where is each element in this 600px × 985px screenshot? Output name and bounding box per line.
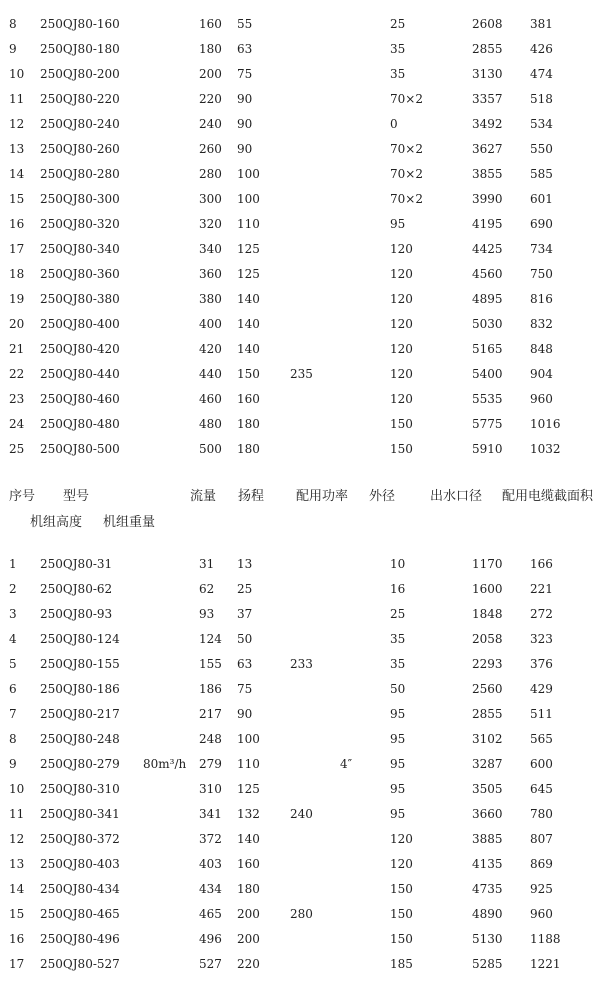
flow-cell: 62: [199, 582, 215, 596]
weight-cell: 376: [530, 657, 553, 671]
table-row: [0, 779, 600, 799]
model-cell: 250QJ80-340: [40, 242, 120, 256]
head-cell: 75: [237, 67, 253, 81]
weight-cell: 1188: [530, 932, 561, 946]
weight-cell: 534: [530, 117, 553, 131]
model-cell: 250QJ80-496: [40, 932, 120, 946]
row-number: 11: [9, 807, 25, 821]
row-number: 10: [9, 67, 25, 81]
row-number: 6: [9, 682, 17, 696]
weight-cell: 780: [530, 807, 553, 821]
row-number: 15: [9, 907, 25, 921]
row-number: 25: [9, 442, 25, 456]
head-cell: 13: [237, 557, 253, 571]
header-diameter: 外径: [369, 489, 396, 504]
height-cell: 5400: [472, 367, 503, 381]
height-cell: 3885: [472, 832, 503, 846]
table-row: [0, 339, 600, 359]
height-cell: 4735: [472, 882, 503, 896]
cable-cell: 120: [390, 317, 413, 331]
cable-cell: 120: [390, 342, 413, 356]
cable-cell: 35: [390, 42, 406, 56]
height-cell: 3130: [472, 67, 503, 81]
weight-cell: 426: [530, 42, 553, 56]
flow-cell: 186: [199, 682, 222, 696]
weight-cell: 550: [530, 142, 553, 156]
height-cell: 3855: [472, 167, 503, 181]
weight-cell: 600: [530, 757, 553, 771]
head-cell: 50: [237, 632, 253, 646]
model-cell: 250QJ80-160: [40, 17, 120, 31]
height-cell: 2855: [472, 707, 503, 721]
cable-cell: 120: [390, 292, 413, 306]
flow-cell: 465: [199, 907, 222, 921]
table-row: [0, 164, 600, 184]
weight-cell: 750: [530, 267, 553, 281]
cable-cell: 150: [390, 417, 413, 431]
model-cell: 250QJ80-465: [40, 907, 120, 921]
head-cell: 37: [237, 607, 253, 621]
row-number: 13: [9, 857, 25, 871]
head-cell: 160: [237, 857, 260, 871]
table-row: [0, 414, 600, 434]
model-cell: 250QJ80-403: [40, 857, 120, 871]
header-height: 机组高度: [30, 515, 83, 530]
flow-cell: 434: [199, 882, 222, 896]
header-flow: 流量: [190, 489, 217, 504]
height-cell: 2855: [472, 42, 503, 56]
weight-cell: 645: [530, 782, 553, 796]
power-cell: 280: [290, 907, 313, 921]
head-cell: 90: [237, 707, 253, 721]
model-cell: 250QJ80-320: [40, 217, 120, 231]
flow-cell: 527: [199, 957, 222, 971]
flow-cell: 340: [199, 242, 222, 256]
flow-cell: 280: [199, 167, 222, 181]
model-cell: 250QJ80-300: [40, 192, 120, 206]
height-cell: 3660: [472, 807, 503, 821]
weight-cell: 904: [530, 367, 553, 381]
row-number: 9: [9, 42, 17, 56]
head-cell: 125: [237, 267, 260, 281]
model-cell: 250QJ80-400: [40, 317, 120, 331]
head-cell: 100: [237, 192, 260, 206]
flow-cell: 403: [199, 857, 222, 871]
height-cell: 3990: [472, 192, 503, 206]
head-cell: 140: [237, 342, 260, 356]
table-row: [0, 754, 600, 774]
row-number: 14: [9, 882, 25, 896]
model-cell: 250QJ80-93: [40, 607, 113, 621]
cable-cell: 95: [390, 807, 406, 821]
weight-cell: 1032: [530, 442, 561, 456]
weight-cell: 565: [530, 732, 553, 746]
header-outlet: 出水口径: [430, 489, 483, 504]
height-cell: 1848: [472, 607, 503, 621]
row-number: 17: [9, 957, 25, 971]
flow-cell: 372: [199, 832, 222, 846]
head-cell: 180: [237, 417, 260, 431]
cable-cell: 185: [390, 957, 413, 971]
table-row: [0, 439, 600, 459]
height-cell: 4560: [472, 267, 503, 281]
header-head: 扬程: [238, 489, 265, 504]
table-row: [0, 189, 600, 209]
cable-cell: 120: [390, 242, 413, 256]
head-cell: 110: [237, 757, 260, 771]
height-cell: 2058: [472, 632, 503, 646]
cable-cell: 70×2: [390, 92, 423, 106]
table-row: [0, 629, 600, 649]
power-cell: 233: [290, 657, 313, 671]
row-number: 18: [9, 267, 25, 281]
height-cell: 1600: [472, 582, 503, 596]
height-cell: 4135: [472, 857, 503, 871]
power-cell: 240: [290, 807, 313, 821]
row-number: 17: [9, 242, 25, 256]
model-cell: 250QJ80-260: [40, 142, 120, 156]
model-cell: 250QJ80-62: [40, 582, 113, 596]
flow-cell: 480: [199, 417, 222, 431]
head-cell: 63: [237, 657, 253, 671]
table-row: [0, 579, 600, 599]
table-row: [0, 89, 600, 109]
weight-cell: 925: [530, 882, 553, 896]
model-cell: 250QJ80-380: [40, 292, 120, 306]
row-number: 24: [9, 417, 25, 431]
weight-cell: 1016: [530, 417, 561, 431]
model-cell: 250QJ80-200: [40, 67, 120, 81]
flow-cell: 200: [199, 67, 222, 81]
cable-cell: 25: [390, 17, 406, 31]
row-number: 1: [9, 557, 17, 571]
row-number: 22: [9, 367, 25, 381]
weight-cell: 807: [530, 832, 553, 846]
head-cell: 200: [237, 932, 260, 946]
model-cell: 250QJ80-360: [40, 267, 120, 281]
head-cell: 220: [237, 957, 260, 971]
head-cell: 140: [237, 317, 260, 331]
head-cell: 125: [237, 782, 260, 796]
flow-cell: 341: [199, 807, 222, 821]
cable-cell: 150: [390, 907, 413, 921]
flow-cell: 400: [199, 317, 222, 331]
table-row: [0, 704, 600, 724]
model-cell: 250QJ80-500: [40, 442, 120, 456]
model-cell: 250QJ80-155: [40, 657, 120, 671]
row-number: 20: [9, 317, 25, 331]
head-cell: 55: [237, 17, 253, 31]
weight-cell: 690: [530, 217, 553, 231]
flow-cell: 279: [199, 757, 222, 771]
model-cell: 250QJ80-186: [40, 682, 120, 696]
table-row: [0, 854, 600, 874]
cable-cell: 120: [390, 857, 413, 871]
flow-cell: 440: [199, 367, 222, 381]
table-row: [0, 239, 600, 259]
table-row: [0, 114, 600, 134]
weight-cell: 734: [530, 242, 553, 256]
model-cell: 250QJ80-527: [40, 957, 120, 971]
table-row: [0, 954, 600, 974]
flow-cell: 93: [199, 607, 215, 621]
row-number: 16: [9, 217, 25, 231]
head-cell: 200: [237, 907, 260, 921]
weight-cell: 869: [530, 857, 553, 871]
cable-cell: 150: [390, 882, 413, 896]
table-row: [0, 64, 600, 84]
head-cell: 180: [237, 442, 260, 456]
weight-cell: 960: [530, 392, 553, 406]
height-cell: 5910: [472, 442, 503, 456]
flow-cell: 500: [199, 442, 222, 456]
flow-cell: 360: [199, 267, 222, 281]
weight-cell: 518: [530, 92, 553, 106]
header-power: 配用功率: [296, 489, 349, 504]
model-cell: 250QJ80-280: [40, 167, 120, 181]
height-cell: 5130: [472, 932, 503, 946]
head-cell: 125: [237, 242, 260, 256]
table-row: [0, 214, 600, 234]
weight-cell: 511: [530, 707, 553, 721]
head-cell: 90: [237, 142, 253, 156]
row-number: 9: [9, 757, 17, 771]
height-cell: 3357: [472, 92, 503, 106]
flow-cell: 380: [199, 292, 222, 306]
cable-cell: 35: [390, 632, 406, 646]
flow-cell: 248: [199, 732, 222, 746]
row-number: 3: [9, 607, 17, 621]
flow-rate-note: 80m³/h: [143, 757, 187, 771]
height-cell: 4425: [472, 242, 503, 256]
head-cell: 75: [237, 682, 253, 696]
flow-cell: 220: [199, 92, 222, 106]
flow-cell: 180: [199, 42, 222, 56]
height-cell: 2560: [472, 682, 503, 696]
column-header-row-1: [0, 487, 600, 507]
cable-cell: 150: [390, 442, 413, 456]
height-cell: 3505: [472, 782, 503, 796]
weight-cell: 1221: [530, 957, 561, 971]
weight-cell: 848: [530, 342, 553, 356]
height-cell: 3102: [472, 732, 503, 746]
weight-cell: 272: [530, 607, 553, 621]
row-number: 12: [9, 832, 25, 846]
model-cell: 250QJ80-124: [40, 632, 120, 646]
cable-cell: 70×2: [390, 192, 423, 206]
table-row: [0, 289, 600, 309]
row-number: 7: [9, 707, 17, 721]
head-cell: 140: [237, 292, 260, 306]
table-row: [0, 729, 600, 749]
row-number: 11: [9, 92, 25, 106]
model-cell: 250QJ80-31: [40, 557, 113, 571]
cable-cell: 35: [390, 657, 406, 671]
flow-cell: 310: [199, 782, 222, 796]
weight-cell: 474: [530, 67, 553, 81]
row-number: 10: [9, 782, 25, 796]
cable-cell: 95: [390, 757, 406, 771]
model-cell: 250QJ80-434: [40, 882, 120, 896]
flow-cell: 496: [199, 932, 222, 946]
flow-cell: 460: [199, 392, 222, 406]
cable-cell: 95: [390, 217, 406, 231]
table-row: [0, 364, 600, 384]
row-number: 8: [9, 17, 17, 31]
height-cell: 4895: [472, 292, 503, 306]
row-number: 8: [9, 732, 17, 746]
model-cell: 250QJ80-220: [40, 92, 120, 106]
table-row: [0, 314, 600, 334]
weight-cell: 601: [530, 192, 553, 206]
header-cable: 配用电缆截面积: [502, 489, 594, 504]
head-cell: 160: [237, 392, 260, 406]
height-cell: 4890: [472, 907, 503, 921]
model-cell: 250QJ80-240: [40, 117, 120, 131]
model-cell: 250QJ80-480: [40, 417, 120, 431]
cable-cell: 120: [390, 267, 413, 281]
height-cell: 3287: [472, 757, 503, 771]
weight-cell: 816: [530, 292, 553, 306]
height-cell: 5165: [472, 342, 503, 356]
table-row: [0, 904, 600, 924]
cable-cell: 0: [390, 117, 398, 131]
cable-cell: 120: [390, 392, 413, 406]
row-number: 2: [9, 582, 17, 596]
flow-cell: 420: [199, 342, 222, 356]
weight-cell: 166: [530, 557, 553, 571]
weight-cell: 221: [530, 582, 553, 596]
header-model: 型号: [63, 489, 90, 504]
flow-cell: 217: [199, 707, 222, 721]
cable-cell: 70×2: [390, 167, 423, 181]
weight-cell: 323: [530, 632, 553, 646]
row-number: 16: [9, 932, 25, 946]
row-number: 23: [9, 392, 25, 406]
flow-cell: 124: [199, 632, 222, 646]
model-cell: 250QJ80-310: [40, 782, 120, 796]
flow-cell: 320: [199, 217, 222, 231]
flow-cell: 31: [199, 557, 215, 571]
table-row: [0, 14, 600, 34]
height-cell: 5285: [472, 957, 503, 971]
cable-cell: 150: [390, 932, 413, 946]
cable-cell: 95: [390, 782, 406, 796]
flow-cell: 260: [199, 142, 222, 156]
cable-cell: 25: [390, 607, 406, 621]
height-cell: 5775: [472, 417, 503, 431]
table-row: [0, 829, 600, 849]
model-cell: 250QJ80-217: [40, 707, 120, 721]
model-cell: 250QJ80-180: [40, 42, 120, 56]
cable-cell: 35: [390, 67, 406, 81]
power-cell: 235: [290, 367, 313, 381]
head-cell: 150: [237, 367, 260, 381]
table-row: [0, 929, 600, 949]
header-no: 序号: [9, 489, 36, 504]
model-cell: 250QJ80-460: [40, 392, 120, 406]
flow-cell: 300: [199, 192, 222, 206]
cable-cell: 50: [390, 682, 406, 696]
flow-cell: 240: [199, 117, 222, 131]
row-number: 5: [9, 657, 17, 671]
height-cell: 3627: [472, 142, 503, 156]
cable-cell: 10: [390, 557, 406, 571]
table-row: [0, 804, 600, 824]
row-number: 14: [9, 167, 25, 181]
head-cell: 25: [237, 582, 253, 596]
head-cell: 90: [237, 117, 253, 131]
table-row: [0, 264, 600, 284]
head-cell: 100: [237, 167, 260, 181]
row-number: 13: [9, 142, 25, 156]
cable-cell: 16: [390, 582, 406, 596]
height-cell: 1170: [472, 557, 503, 571]
cable-cell: 95: [390, 707, 406, 721]
table-row: [0, 679, 600, 699]
table-row: [0, 39, 600, 59]
row-number: 12: [9, 117, 25, 131]
table-row: [0, 879, 600, 899]
weight-cell: 960: [530, 907, 553, 921]
cable-cell: 120: [390, 367, 413, 381]
table-row: [0, 139, 600, 159]
table-row: [0, 389, 600, 409]
model-cell: 250QJ80-440: [40, 367, 120, 381]
row-number: 4: [9, 632, 17, 646]
column-header-row-2: [0, 513, 600, 533]
height-cell: 5030: [472, 317, 503, 331]
model-cell: 250QJ80-248: [40, 732, 120, 746]
cable-cell: 95: [390, 732, 406, 746]
flow-cell: 160: [199, 17, 222, 31]
weight-cell: 832: [530, 317, 553, 331]
head-cell: 180: [237, 882, 260, 896]
table-row: [0, 604, 600, 624]
head-cell: 110: [237, 217, 260, 231]
table-row: [0, 554, 600, 574]
row-number: 21: [9, 342, 25, 356]
weight-cell: 381: [530, 17, 553, 31]
head-cell: 100: [237, 732, 260, 746]
height-cell: 2293: [472, 657, 503, 671]
model-cell: 250QJ80-372: [40, 832, 120, 846]
weight-cell: 585: [530, 167, 553, 181]
head-cell: 140: [237, 832, 260, 846]
cable-cell: 70×2: [390, 142, 423, 156]
height-cell: 3492: [472, 117, 503, 131]
head-cell: 63: [237, 42, 253, 56]
diameter-note: 4″: [340, 757, 353, 771]
height-cell: 4195: [472, 217, 503, 231]
cable-cell: 120: [390, 832, 413, 846]
model-cell: 250QJ80-341: [40, 807, 120, 821]
head-cell: 90: [237, 92, 253, 106]
row-number: 15: [9, 192, 25, 206]
model-cell: 250QJ80-279: [40, 757, 120, 771]
weight-cell: 429: [530, 682, 553, 696]
head-cell: 132: [237, 807, 260, 821]
header-weight: 机组重量: [103, 515, 156, 530]
model-cell: 250QJ80-420: [40, 342, 120, 356]
row-number: 19: [9, 292, 25, 306]
flow-cell: 155: [199, 657, 222, 671]
table-row: [0, 654, 600, 674]
height-cell: 2608: [472, 17, 503, 31]
height-cell: 5535: [472, 392, 503, 406]
